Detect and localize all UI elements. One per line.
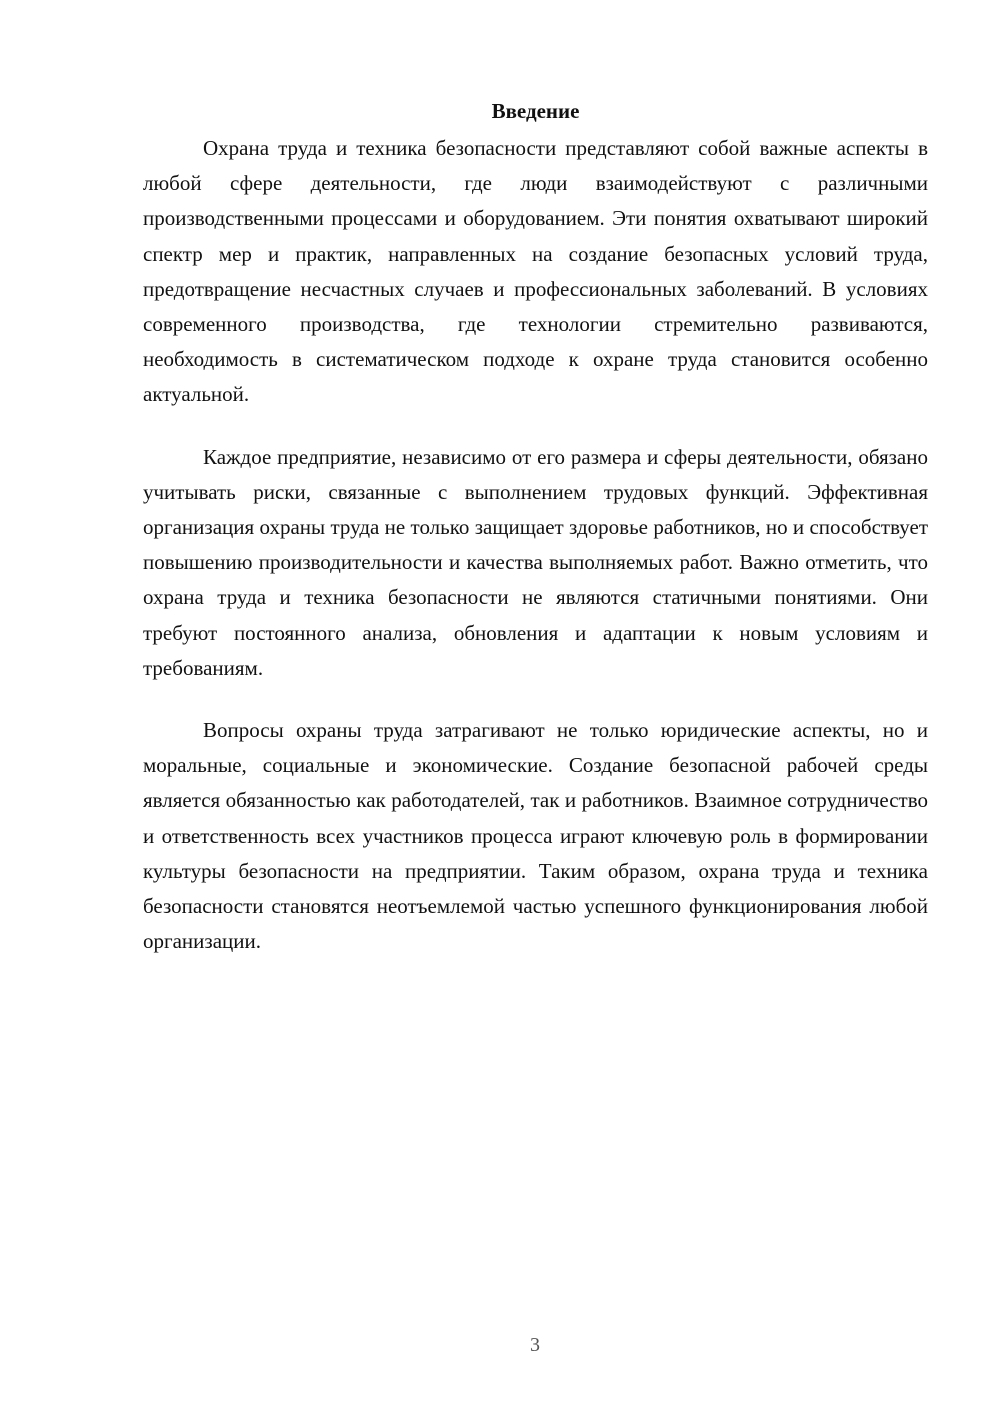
paragraph-1: Охрана труда и техника безопасности представляют собой важные аспекты в любой сфере деятельности, где люди взаимодействуют с различными производственными процессами и оборудованием. Эти понятия охватывают широкий спектр мер и практик, направленных на создание безопасных условий труда, предотвращение несчастных случаев и профессиональных заболеваний. В условиях современного производства, где технологии стремительно развиваются, необходимость в систематическом подходе к охране труда становится особенно актуальной. <box>143 136 928 407</box>
page-content <box>143 96 928 986</box>
paragraph-2: Каждое предприятие, независимо от его размера и сферы деятельности, обязано учитывать риски, связанные с выполнением трудовых функций. Эффективная организация охраны труда не только защищает здоровье работников, но и способствует повышению производительности и качества выполняемых работ. Важно отметить, что охрана труда и техника безопасности не являются статичными понятиями. Они требуют постоянного анализа, обновления и адаптации к новым условиям и требованиям. <box>143 444 928 680</box>
page-number: 3 <box>530 1334 540 1356</box>
paragraph-3: Вопросы охраны труда затрагивают не только юридические аспекты, но и моральные, социальные и экономические. Создание безопасной рабочей среды является обязанностью как работодателей, так и работников. Взаимное сотрудничество и ответственность всех участников процесса играют ключевую роль в формировании культуры безопасности на предприятии. Таким образом, охрана труда и техника безопасности становятся неотъемлемой частью успешного функционирования любой организации. <box>143 718 928 954</box>
section-title: Введение <box>491 99 580 123</box>
